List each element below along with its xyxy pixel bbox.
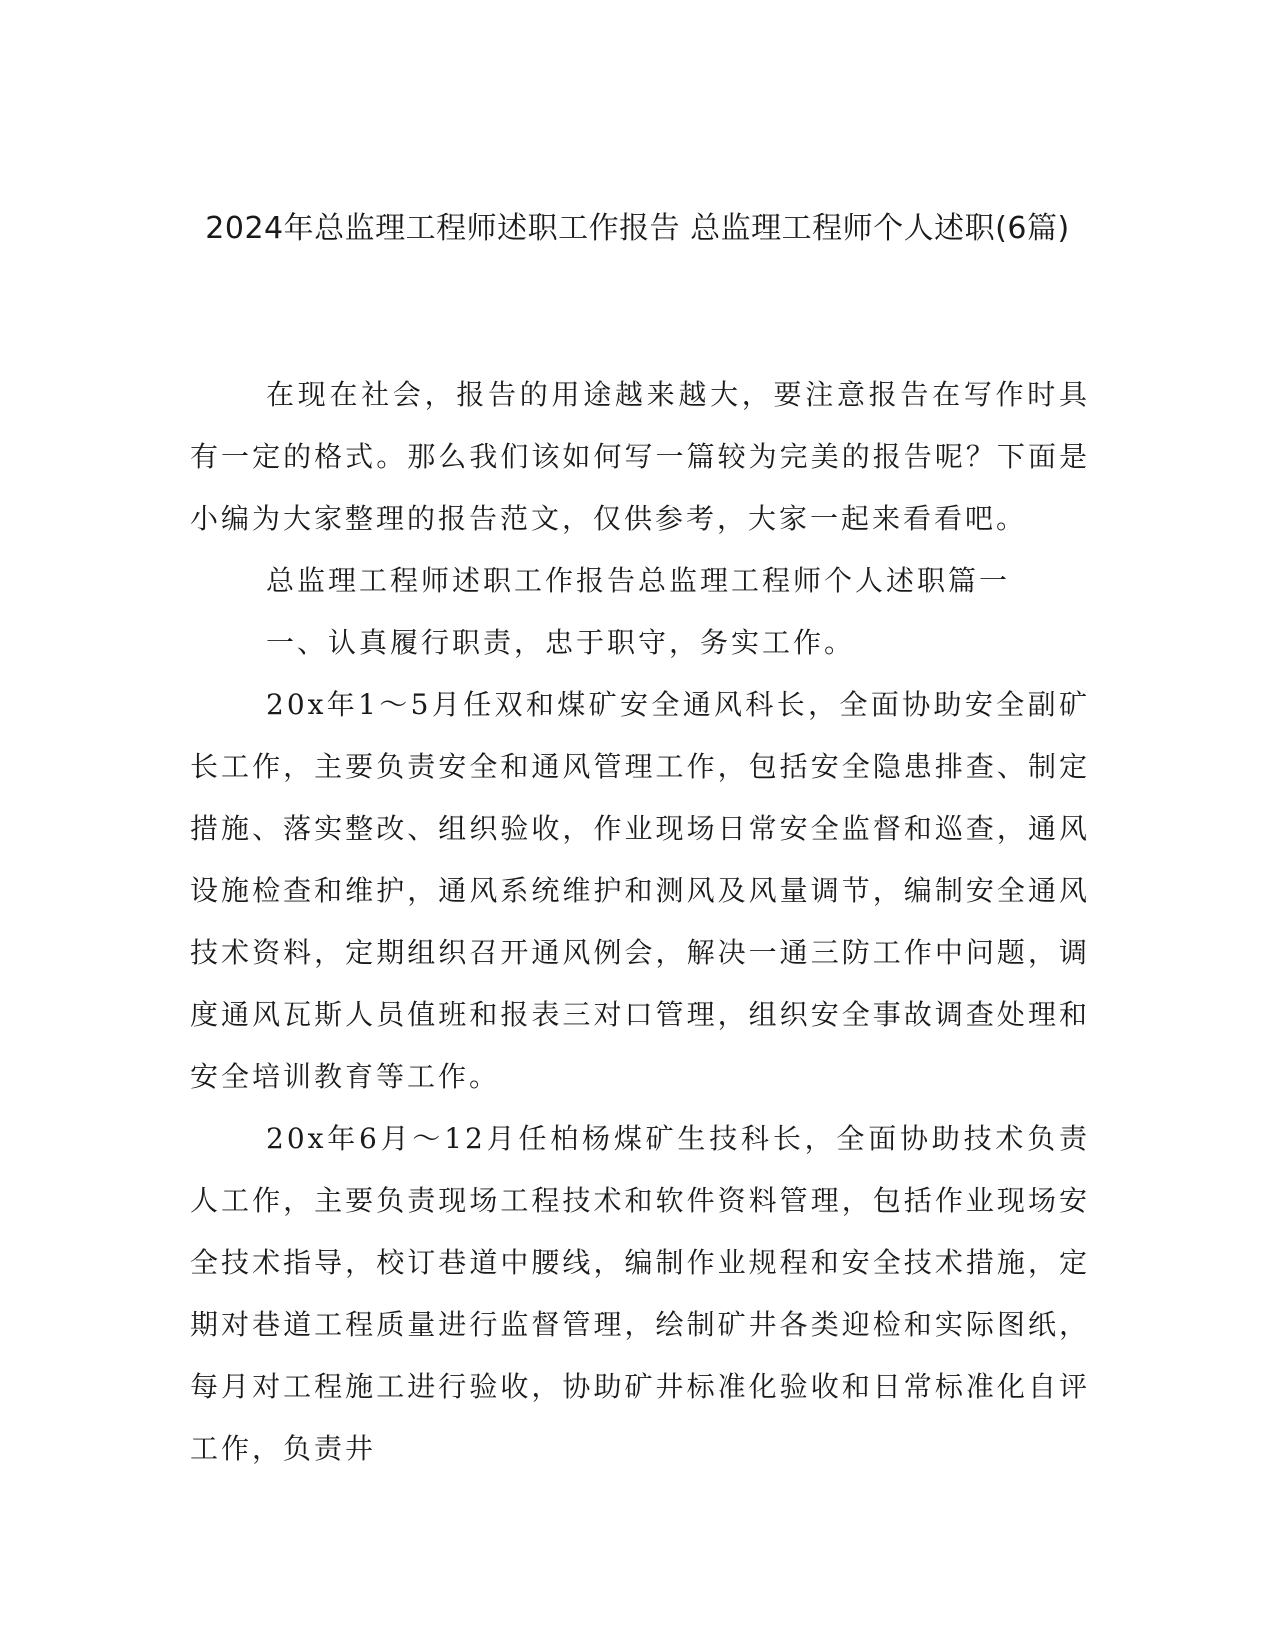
section-heading: 总监理工程师述职工作报告总监理工程师个人述职篇一: [266, 564, 1011, 597]
document-title: 2024年总监理工程师述职工作报告 总监理工程师个人述职(6篇): [205, 211, 1070, 246]
body-paragraph: 20x年6月～12月任柏杨煤矿生技科长，全面协助技术负责人工作，主要负责现场工程技术和软件资料管理，包括作业现场安全技术指导，校订巷道中腰线，编制作业规程和安全技术措施，定期对巷道工程质量进行监督管理，绘制矿井各类迎检和实际图纸，每月对工程施工进行验收，协助矿井标准化验收和日常标准化自评工作，负责井: [190, 1122, 1090, 1465]
body-paragraph: 20x年1～5月任双和煤矿安全通风科长，全面协助安全副矿长工作，主要负责安全和通风管理工作，包括安全隐患排查、制定措施、落实整改、组织验收，作业现场日常安全监督和巡查，通风设施检查和维护，通风系统维护和测风及风量调节，编制安全通风技术资料，定期组织召开通风例会，解决一通三防工作中问题，调度通风瓦斯人员值班和报表三对口管理，组织安全事故调查处理和安全培训教育等工作。: [190, 688, 1090, 1093]
document-body: [190, 364, 1090, 1480]
subsection-heading: 一、认真履行职责，忠于职守，务实工作。: [266, 626, 856, 659]
intro-paragraph: 在现在社会，报告的用途越来越大，要注意报告在写作时具有一定的格式。那么我们该如何写一篇较为完美的报告呢？下面是小编为大家整理的报告范文，仅供参考，大家一起来看看吧。: [190, 378, 1090, 535]
